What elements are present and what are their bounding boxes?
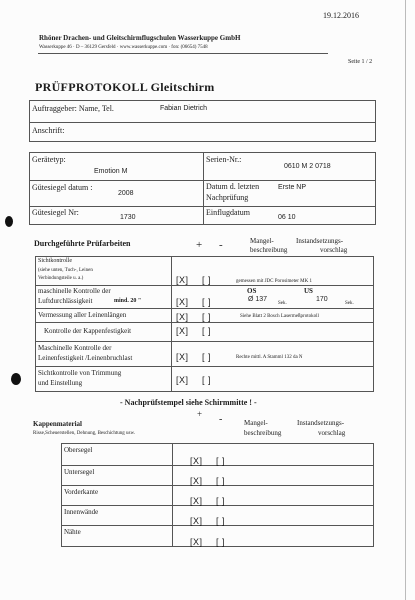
check-1-plus: [X] (176, 275, 189, 285)
canopy-row-1-plus: [X] (190, 456, 203, 466)
check-1-sub-1: (siehe unten, Tuch-, Leinen (38, 268, 93, 273)
checks-defect-header-1: Mangel- (250, 237, 274, 245)
org-name: Rhöner Drachen- und Gleitschirmflugschulen Wasserkuppe GmbH (39, 34, 241, 42)
check-5-minus: [ ] (202, 352, 212, 362)
check-2-us-unit: Sek. (345, 301, 354, 306)
flight-date-label: Einflugdatum (206, 208, 250, 217)
check-6-minus: [ ] (202, 375, 212, 385)
seal-nr-label: Gütesiegel Nr: (32, 208, 79, 217)
check-4-label: Kontrolle der Kappenfestigkeit (44, 327, 132, 335)
check-2-os-unit: Sek. (278, 301, 287, 306)
check-6-label: Sichtkontrolle von Trimmung (38, 369, 122, 377)
checks-repair-header-2: vorschlag (320, 246, 348, 254)
canopy-repair-header-1: Instandsetzungs- (297, 419, 345, 427)
canopy-subtitle: Risse,Scheuerstellen, Dehnung, Beschichtung usw. (33, 431, 136, 436)
device-type-value: Emotion M (94, 168, 128, 175)
check-5-note: Rechte mittl. A Stamml 132 da N (236, 355, 303, 360)
checks-title: Durchgeführte Prüfarbeiten (34, 239, 131, 248)
header-rule (38, 53, 328, 54)
device-divider-1 (29, 180, 376, 181)
check-4-minus: [ ] (202, 326, 212, 336)
check-1-sub-2: Verbindungsteile u. a.) (38, 276, 84, 281)
canopy-defect-header-2: beschreibung (244, 429, 282, 437)
canopy-row-2-label: Untersegel (64, 468, 95, 476)
checks-col-divider (171, 256, 172, 392)
check-2-us-label: US (304, 287, 313, 295)
canopy-col-divider (172, 443, 173, 547)
checks-row-divider-2 (35, 308, 374, 309)
canopy-row-1-minus: [ ] (216, 456, 226, 466)
check-5-label: Maschinelle Kontrolle der (38, 344, 112, 352)
seal-date-label: Gütesiegel datum : (32, 183, 93, 192)
last-check-label-2: Nachprüfung (206, 193, 249, 202)
scan-edge (405, 0, 406, 600)
checks-repair-header-1: Instandsetzungs- (296, 237, 344, 245)
org-address: Wasserkuppe 46 · D – 36129 Gersfeld · www.wasserkuppe.com · fon: (06654) 7548 (39, 45, 208, 50)
device-divider-2 (29, 206, 376, 207)
canopy-row-5-label: Nähte (64, 528, 81, 536)
checks-row-divider-3 (35, 322, 374, 323)
checks-plus-header: + (196, 239, 203, 251)
seal-nr-value: 1730 (120, 214, 136, 221)
check-1-label: Sichtkontrolle (38, 258, 72, 264)
canopy-row-3-plus: [X] (190, 496, 203, 506)
check-6-label-2: und Einstellung (38, 379, 83, 387)
serial-label: Serien-Nr.: (206, 155, 242, 164)
check-1-note: gemessen mit JDC Porosimeter MK 1 (236, 279, 312, 284)
check-3-plus: [X] (176, 312, 189, 322)
last-check-value: Erste NP (278, 184, 307, 191)
canopy-row-3-label: Vorderkante (64, 488, 99, 496)
canopy-row-2-plus: [X] (190, 476, 203, 486)
canopy-plus-header: + (197, 409, 203, 419)
seal-date-value: 2008 (118, 190, 134, 197)
canopy-row-4-plus: [X] (190, 516, 203, 526)
canopy-title: Kappenmaterial (33, 420, 82, 428)
document-date: 19.12.2016 (323, 11, 359, 20)
checks-defect-header-2: beschreibung (250, 246, 288, 254)
serial-value: 0610 M 2 0718 (284, 163, 331, 170)
client-divider (29, 122, 376, 123)
check-4-plus: [X] (176, 326, 189, 336)
check-2-os-label: OS (247, 287, 257, 295)
flight-date-value: 06 10 (278, 214, 296, 221)
canopy-row-1-label: Obersegel (64, 446, 93, 454)
punch-hole-bottom (11, 373, 21, 385)
check-2-min: mind. 20 " (114, 298, 142, 304)
check-3-minus: [ ] (202, 312, 212, 322)
canopy-minus-header: - (219, 414, 223, 425)
page-title: PRÜFPROTOKOLL Gleitschirm (35, 80, 215, 94)
canopy-defect-header-1: Mangel- (244, 419, 268, 427)
check-3-note: Siehe Blatt 2 Bosch Lasermeßprotokoll (240, 314, 319, 319)
check-2-minus: [ ] (202, 297, 212, 307)
check-2-plus: [X] (176, 297, 189, 307)
punch-hole-top (5, 216, 13, 227)
canopy-repair-header-2: vorschlag (318, 429, 346, 437)
check-1-minus: [ ] (202, 275, 212, 285)
checks-row-divider-1 (35, 285, 374, 286)
device-type-label: Gerätetyp: (32, 155, 66, 164)
checks-row-divider-4 (35, 341, 374, 342)
client-name-value: Fabian Dietrich (160, 105, 208, 112)
canopy-row-3-minus: [ ] (216, 496, 226, 506)
canopy-row-4-label: Innenwände (64, 508, 99, 516)
check-2-label-2: Luftdurchlässigkeit (38, 297, 93, 305)
canopy-row-5-plus: [X] (190, 537, 203, 547)
check-5-plus: [X] (176, 352, 189, 362)
check-2-us-value: 170 (316, 296, 328, 303)
last-check-label-1: Datum d. letzten (206, 182, 260, 191)
canopy-row-2-minus: [ ] (216, 476, 226, 486)
stamp-note: - Nachprüfstempel siehe Schirmmitte ! - (120, 398, 257, 407)
canopy-row-4-minus: [ ] (216, 516, 226, 526)
checks-row-divider-5 (35, 366, 374, 367)
page-number: Seite 1 / 2 (348, 59, 373, 65)
check-2-os-value: Ø 137 (248, 296, 268, 303)
client-name-label: Auftraggeber: Name, Tel. (32, 104, 114, 113)
client-address-label: Anschrift: (32, 126, 65, 135)
check-2-label: maschinelle Kontrolle der (38, 287, 111, 295)
checks-minus-header: - (219, 239, 223, 251)
device-divider-v (203, 152, 204, 225)
check-6-plus: [X] (176, 375, 189, 385)
check-5-label-2: Leinenfestigkeit /Leinenbruchlast (38, 354, 133, 362)
check-3-label: Vermessung aller Leinenlängen (38, 311, 127, 319)
canopy-row-5-minus: [ ] (216, 537, 226, 547)
